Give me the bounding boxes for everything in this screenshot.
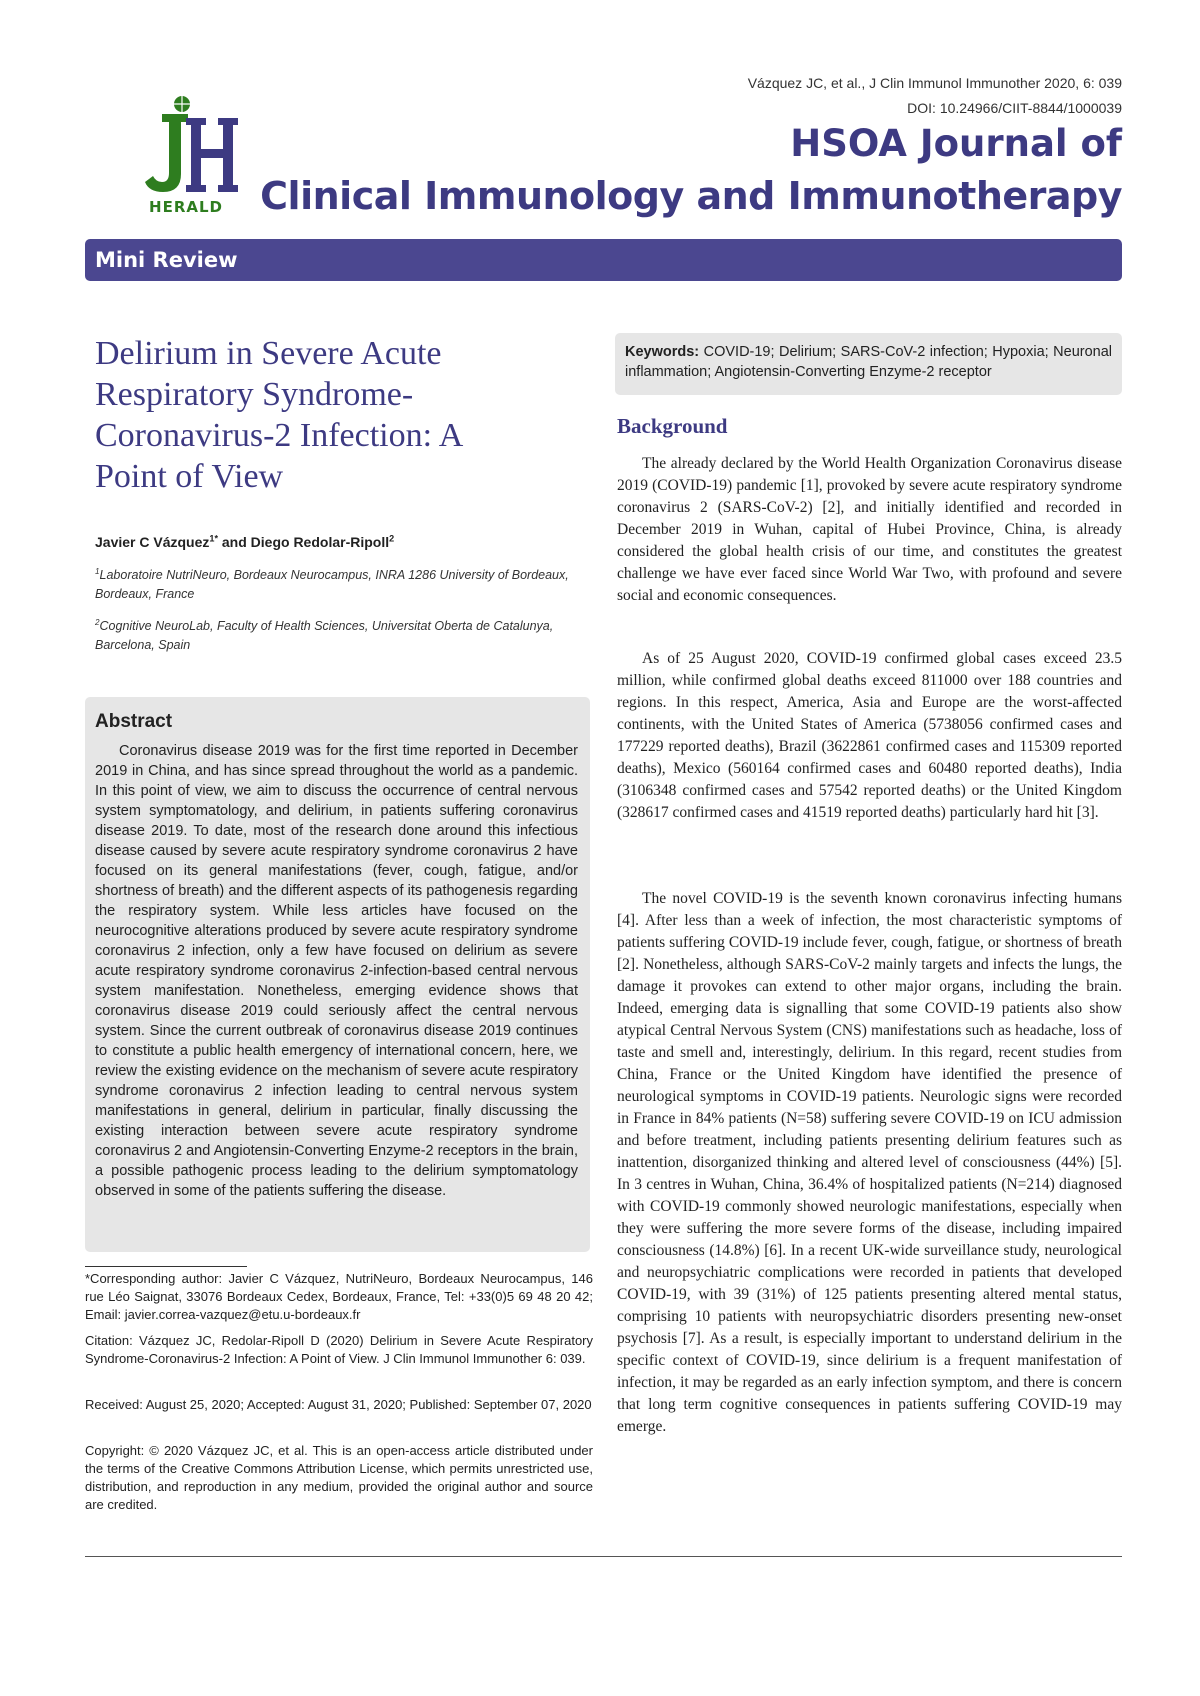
keywords-label: Keywords: (625, 344, 700, 360)
background-paragraph-2 (617, 648, 1122, 824)
author-name: Diego Redolar-Ripoll (250, 534, 390, 550)
affiliation-1 (95, 566, 590, 604)
footnote-divider (85, 1266, 247, 1267)
journal-name-line1: HSOA Journal of (790, 122, 1122, 165)
article-type-band (85, 239, 1122, 281)
affiliation-number: 1 (95, 566, 100, 576)
affiliation-2 (95, 617, 590, 655)
author-name: Javier C Vázquez (95, 534, 210, 550)
article-type-label: Mini Review (95, 248, 238, 272)
background-paragraph-1 (617, 453, 1122, 607)
author-superscript: 1* (209, 533, 218, 544)
journal-name-line2: Clinical Immunology and Immunotherapy (260, 174, 1122, 218)
affiliation-number: 2 (95, 617, 100, 627)
page-bottom-rule (85, 1556, 1122, 1557)
paragraph-text: The novel COVID-19 is the seventh known coronavirus infecting humans [4]. After less than a week of infection, the most characteristic symptoms of patients suffering COVID-19 include fever, cough, fatigue, or shortness of breath [2]. Nonetheless, although SARS-CoV-2 mainly targets and infects the lungs, the damage it provokes can extend to other major organs, including the brain. Indeed, emerging data is signalling that some COVID-19 patients also show atypical Central Nervous System (CNS) manifestations such as headache, loss of taste and smell and, interestingly, delirium. In this regard, recent studies from China, France or the United Kingdom have identified the presence of neurological symptoms in COVID-19 patients. Neurologic signs were recorded in France in 84% patients (N=58) suffering severe COVID-19 on ICU admission and before treatment, including patients presenting delirium features such as inattention, disorganized thinking and altered level of consciousness (44%) [5]. In 3 centres in Wuhan, China, 36.4% of hospitalized patients (N=214) diagnosed with COVID-19 commonly showed neurologic manifestations, especially when they were suffering the more severe forms of the disease, including impaired consciousness (14.8%) [6]. In a recent UK-wide surveillance study, neurological and neuropsychiatric complications were recorded in patients that developed COVID-19, with 39 (31%) of 125 patients presenting altered mental status, comprising 10 patients with neuropsychiatric disorders presenting new-onset psychosis [7]. As a result, is especially important to understand delirium in the specific context of COVID-19, since delirium is a frequent manifestation of infection, it may be regarded as an early infection symptom, and there is concern that long term cognitive consequences in patients suffering COVID-19 may emerge. (617, 890, 1122, 1435)
abstract-heading: Abstract (95, 711, 173, 732)
citation-note: Citation: Vázquez JC, Redolar-Ripoll D (2020) Delirium in Severe Acute Respiratory Syndrome-Coronavirus-2 Infection: A Point of View. J Clin Immunol Immunother 6: 039. (85, 1333, 593, 1366)
abstract-box (85, 697, 590, 1252)
background-paragraph-3 (617, 888, 1122, 1438)
author-superscript: 2 (389, 533, 395, 544)
background-heading: Background (617, 414, 728, 438)
copyright-note: Copyright: © 2020 Vázquez JC, et al. This is an open-access article distributed under the terms of the Creative Commons Attribution License, which permits unrestricted use, distribution, and reproduction in any medium, provided the original author and source are credited. (85, 1443, 593, 1512)
affiliation-text: Cognitive NeuroLab, Faculty of Health Sciences, Universitat Oberta de Catalunya, Barcelona, Spain (95, 619, 554, 652)
keywords-box (615, 333, 1122, 395)
author-list (95, 534, 595, 550)
logo-wordmark: HERALD (149, 198, 223, 216)
keywords-text: COVID-19; Delirium; SARS-CoV-2 infection; Hypoxia; Neuronal inflammation; Angiotensin-Converting Enzyme-2 receptor (625, 344, 1112, 380)
paragraph-text: As of 25 August 2020, COVID-19 confirmed global cases exceed 23.5 million, while confirmed global deaths exceed 811000 over 188 countries and regions. In this respect, America, Asia and Europe are the worst-affected continents, with the United States of America (5738056 confirmed cases and 177229 reported deaths), Brazil (3622861 confirmed cases and 115309 reported deaths), Mexico (560164 confirmed cases and 60480 reported deaths), India (3106348 confirmed cases and 57542 reported deaths) or the United Kingdom (328617 confirmed cases and 41519 reported deaths) particularly hard hit [3]. (617, 650, 1122, 821)
doi-link[interactable]: DOI: 10.24966/CIIT-8844/1000039 (907, 100, 1122, 116)
author-connector: and (218, 534, 251, 550)
received-dates-note: Received: August 25, 2020; Accepted: August 31, 2020; Published: September 07, 2020 (85, 1397, 592, 1412)
abstract-text: Coronavirus disease 2019 was for the first time reported in December 2019 in China, and has since spread throughout the world as a pandemic. In this point of view, we aim to discuss the occurrence of central nervous system symptomatology, and delirium, in patients suffering coronavirus disease 2019. To date, most of the research done around this infectious disease caused by severe acute respiratory syndrome coronavirus 2 have focused on its general manifestations (fever, cough, fatigue, and/or shortness of breath) and the different aspects of its pathogenesis regarding the respiratory system. While less articles have focused on the neurocognitive alterations produced by severe acute respiratory syndrome coronavirus 2 infection, only a few have focused on delirium as severe acute respiratory syndrome coronavirus 2-infection-based central nervous system manifestation. Nonetheless, emerging evidence shows that coronavirus disease 2019 could seriously affect the central nervous system. Since the current outbreak of coronavirus disease 2019 continues to constitute a public health emergency of international concern, here, we review the existing evidence on the mechanism of severe acute respiratory syndrome coronavirus 2 infection leading to central nervous system manifestations in general, delirium in particular, finally discussing the existing interaction between severe acute respiratory syndrome coronavirus 2 and Angiotensin-Converting Enzyme-2 receptors in the brain, a possible pathogenic process leading to the delirium symptomatology observed in some of the patients suffering the disease. (95, 743, 578, 1199)
running-citation: Vázquez JC, et al., J Clin Immunol Immunother 2020, 6: 039 (747, 75, 1122, 91)
paragraph-text: The already declared by the World Health Organization Coronavirus disease 2019 (COVID-19) pandemic [1], provoked by severe acute respiratory syndrome coronavirus 2 (SARS-CoV-2) [2], and initially identified and recorded in December 2019 in Wuhan, capital of Hubei Province, China, is already considered the global health crisis of our time, and constitutes the greatest challenge we have ever faced since World War Two, with profound and severe social and economic consequences. (617, 455, 1122, 604)
corresponding-author-note: *Corresponding author: Javier C Vázquez, NutriNeuro, Bordeaux Neurocampus, 146 rue Léo Saignat, 33076 Bordeaux Cedex, Bordeaux, France, Tel: +33(0)5 69 48 20 42; Email: javier.correa-vazquez@etu.u-bordeaux.fr (85, 1271, 593, 1322)
affiliation-text: Laboratoire NutriNeuro, Bordeaux Neurocampus, INRA 1286 University of Bordeaux, Bordeaux, France (95, 568, 569, 601)
article-title: Delirium in Severe Acute Respiratory Syndrome-Coronavirus-2 Infection: A Point of View (95, 335, 462, 495)
